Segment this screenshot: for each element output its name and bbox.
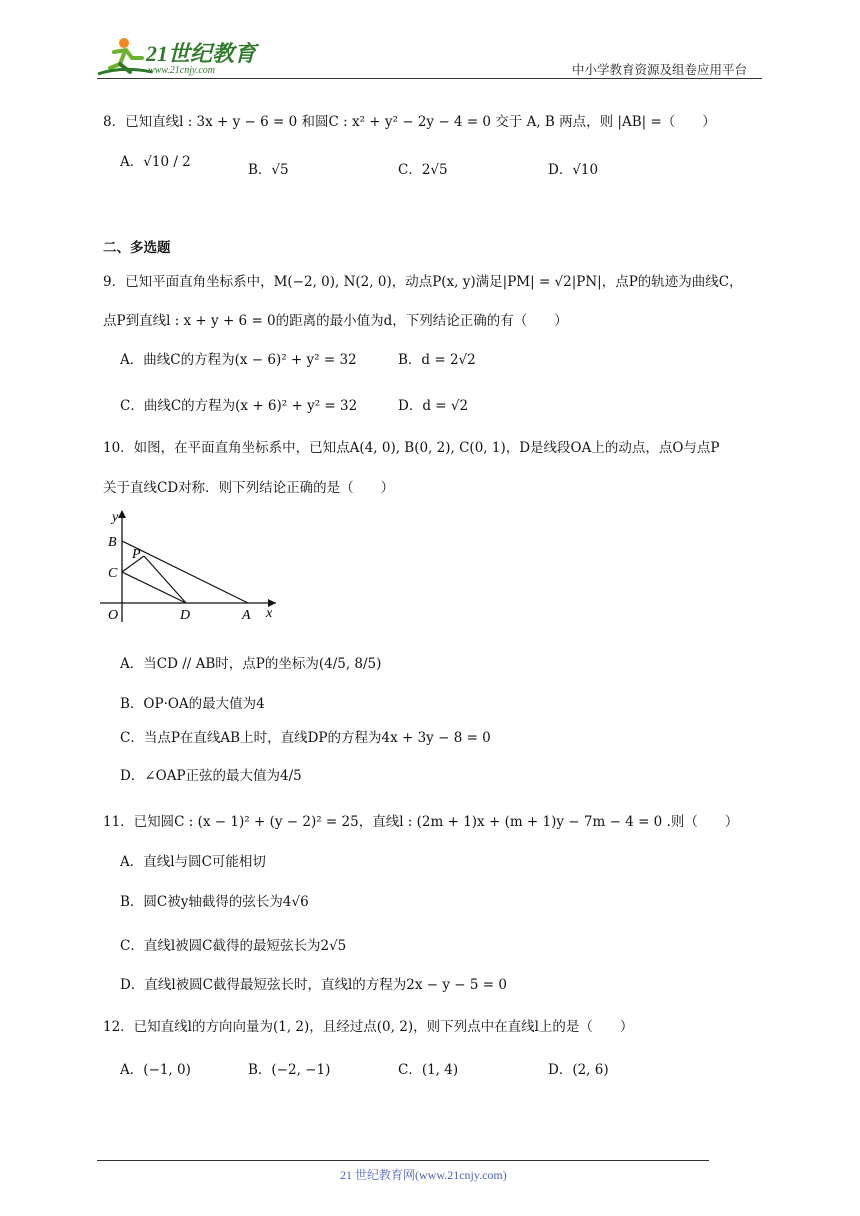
q8-stem: 8．已知直线l : 3x + y − 6 = 0 和圆C : x² + y² − 2y − 4 = 0 交于 A, B 两点，则 |AB| =（ ） [103, 114, 716, 130]
label-b: B [108, 535, 117, 550]
segment-ab [122, 541, 248, 603]
label-c: C [108, 566, 118, 581]
q12-stem: 12．已知直线l的方向向量为(1, 2)，且经过点(0, 2)，则下列点中在直线l上的是（ ） [103, 1019, 634, 1035]
platform-tagline: 中小学教育资源及组卷应用平台 [572, 62, 748, 77]
q10-figure [96, 506, 286, 624]
q10-option-a: A．当CD // AB时，点P的坐标为(4/5, 8/5) [120, 656, 382, 672]
q11-option-c: C．直线l被圆C截得的最短弦长为2√5 [120, 938, 347, 954]
label-o: O [108, 608, 119, 623]
section-title: 二、多选题 [103, 240, 171, 256]
site-logo [92, 36, 262, 78]
q9-option-d: D．d = √2 [398, 398, 469, 414]
segment-cd [122, 572, 186, 603]
q9-stem-line1: 9．已知平面直角坐标系中，M(−2, 0), N(2, 0)，动点P(x, y)满足|PM| = √2|PN|，点P的轨迹为曲线C， [103, 274, 743, 290]
q11-stem: 11．已知圆C : (x − 1)² + (y − 2)² = 25，直线l : (2m + 1)x + (m + 1)y − 7m − 4 = 0 .则（ ） [103, 814, 739, 830]
y-axis-arrow-icon [118, 510, 126, 518]
q8-option-c: C．2√5 [398, 162, 448, 178]
q9-option-b: B．d = 2√2 [398, 352, 476, 368]
q10-option-b: B．OP·OA的最大值为4 [120, 696, 265, 712]
q11-option-b: B．圆C被y轴截得的弦长为4√6 [120, 894, 309, 910]
q8-option-a: A．√10 / 2 [120, 154, 191, 170]
q8-option-d: D．√10 [548, 162, 599, 178]
q10-stem-line2: 关于直线CD对称．则下列结论正确的是（ ） [103, 480, 395, 496]
q11-option-a: A．直线l与圆C可能相切 [120, 854, 266, 870]
footer-link[interactable]: 21 世纪教育网(www.21cnjy.com) [340, 1168, 507, 1182]
q10-stem-line1: 10．如图，在平面直角坐标系中，已知点A(4, 0), B(0, 2), C(0, 1)，D是线段OA上的动点，点O与点P [103, 440, 720, 456]
q10-option-c: C．当点P在直线AB上时，直线DP的方程为4x + 3y − 8 = 0 [120, 730, 491, 746]
q11-option-d: D．直线l被圆C截得最短弦长时，直线l的方程为2x − y − 5 = 0 [120, 977, 507, 993]
label-y: y [112, 510, 119, 525]
q12-option-c: C．(1, 4) [398, 1062, 459, 1078]
label-d: D [180, 608, 191, 623]
logo-text: 21世纪教育 [146, 41, 257, 66]
q9-stem-line2: 点P到直线l : x + y + 6 = 0的距离的最小值为d，下列结论正确的有（ ） [103, 313, 568, 329]
q9-option-a: A．曲线C的方程为(x − 6)² + y² = 32 [120, 352, 357, 368]
footer-divider [97, 1160, 709, 1161]
header-divider [97, 78, 762, 79]
segment-pd [144, 556, 186, 603]
q9-option-c: C．曲线C的方程为(x + 6)² + y² = 32 [120, 398, 358, 414]
q12-option-b: B．(−2, −1) [248, 1062, 331, 1078]
q8-option-b: B．√5 [248, 162, 289, 178]
q12-option-d: D．(2, 6) [548, 1062, 609, 1078]
label-x: x [266, 606, 273, 621]
runner-logo-icon [92, 36, 262, 78]
logo-url: www.21cnjy.com [148, 65, 216, 76]
label-p: P [132, 547, 141, 562]
q10-option-d: D．∠OAP正弦的最大值为4/5 [120, 768, 302, 784]
label-a: A [242, 608, 251, 623]
q12-option-a: A．(−1, 0) [120, 1062, 191, 1078]
